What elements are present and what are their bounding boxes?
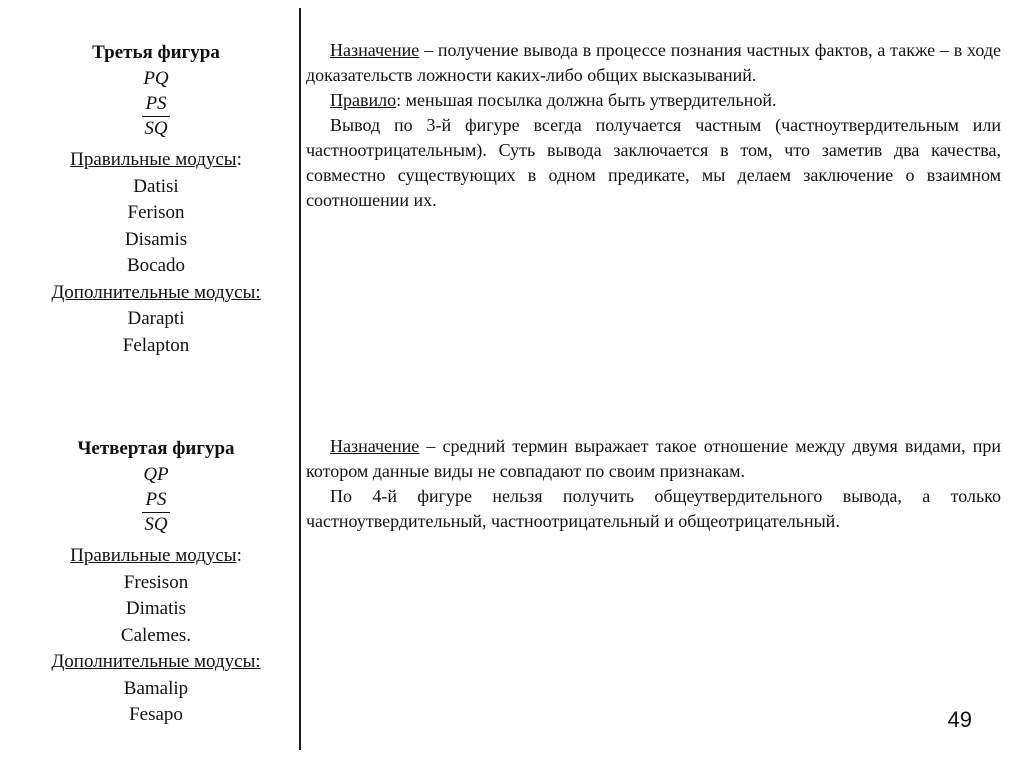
figure4-regular-mood: Calemes. (120, 624, 192, 646)
figure4-major-premise: QP (143, 464, 169, 485)
figure3-description (306, 38, 1001, 213)
figure4-fraction (142, 488, 169, 537)
figure3-regular-moods-label: Правильные модусы (70, 149, 237, 170)
figure4-description (306, 434, 1001, 534)
figure3-major-premise: PQ (143, 68, 169, 89)
figure3-regular-moods-heading: Правильные модусы: (70, 149, 242, 170)
figure3-regular-mood: Datisi (133, 175, 179, 197)
figure4-extra-mood: Bamalip (123, 677, 189, 699)
figure3-purpose-paragraph (306, 38, 1001, 88)
figure4-regular-moods-label: Правильные модусы (70, 545, 237, 566)
figure3-regular-mood: Disamis (124, 228, 188, 250)
figure3-rule-label: Правило (330, 90, 397, 110)
figure4-extra-moods-label: Дополнительные модусы: (51, 651, 261, 672)
figure3-extra-moods-label: Дополнительные модусы: (51, 281, 261, 303)
figure3-rule-paragraph (306, 88, 1001, 113)
figure3-title: Третья фигура (92, 42, 220, 63)
figure4-conclusion: SQ (144, 514, 168, 535)
figure4-title: Четвертая фигура (77, 438, 235, 459)
figure3-conclusion-paragraph: Вывод по 3-й фигуре всегда получается частным (частноутвердительным или частноотрицательным). Суть вывода заключается в том, что заметив два качества, совместно существующих в одном предикате, мы делаем заключение о взаимном соотношении их. (306, 115, 1001, 210)
figure4-regular-mood: Dimatis (125, 598, 187, 619)
page-number: 49 (947, 707, 972, 732)
figure3-schema (20, 40, 292, 359)
figure4-regular-mood: Fresison (123, 571, 189, 593)
column-divider (299, 8, 301, 750)
figure3-regular-mood: Bocado (126, 255, 186, 276)
figure3-minor-premise: PS (142, 92, 169, 117)
figure4-schema (20, 436, 292, 729)
figure4-purpose-text: – средний термин выражает такое отношение между двумя видами, при котором данные виды не совпадают по своим признакам. (306, 436, 1001, 481)
figure4-minor-premise: PS (142, 488, 169, 513)
figure3-rule-text: : меньшая посылка должна быть утвердительной. (396, 90, 777, 110)
figure3-purpose-label: Назначение (330, 40, 420, 60)
figure4-purpose-paragraph (306, 434, 1001, 484)
figure4-regular-moods-heading: Правильные модусы: (70, 545, 242, 566)
figure3-fraction (142, 92, 169, 141)
figure3-purpose-text: – получение вывода в процессе познания частных фактов, а также – в ходе доказательств ложности каких-либо общих высказываний. (306, 40, 1001, 85)
figure3-extra-mood: Felapton (122, 334, 190, 356)
figure3-conclusion: SQ (144, 118, 168, 139)
figure4-extra-mood: Fesapo (129, 704, 183, 725)
figure3-extra-mood: Darapti (127, 308, 185, 329)
figure3-regular-mood: Ferison (127, 202, 185, 223)
figure4-conclusion-paragraph: По 4-й фигуре нельзя получить общеутвердительного вывода, а только частноутвердительный, частноотрицательный и общеотрицательный. (306, 486, 1001, 531)
figure4-purpose-label: Назначение (330, 436, 420, 456)
